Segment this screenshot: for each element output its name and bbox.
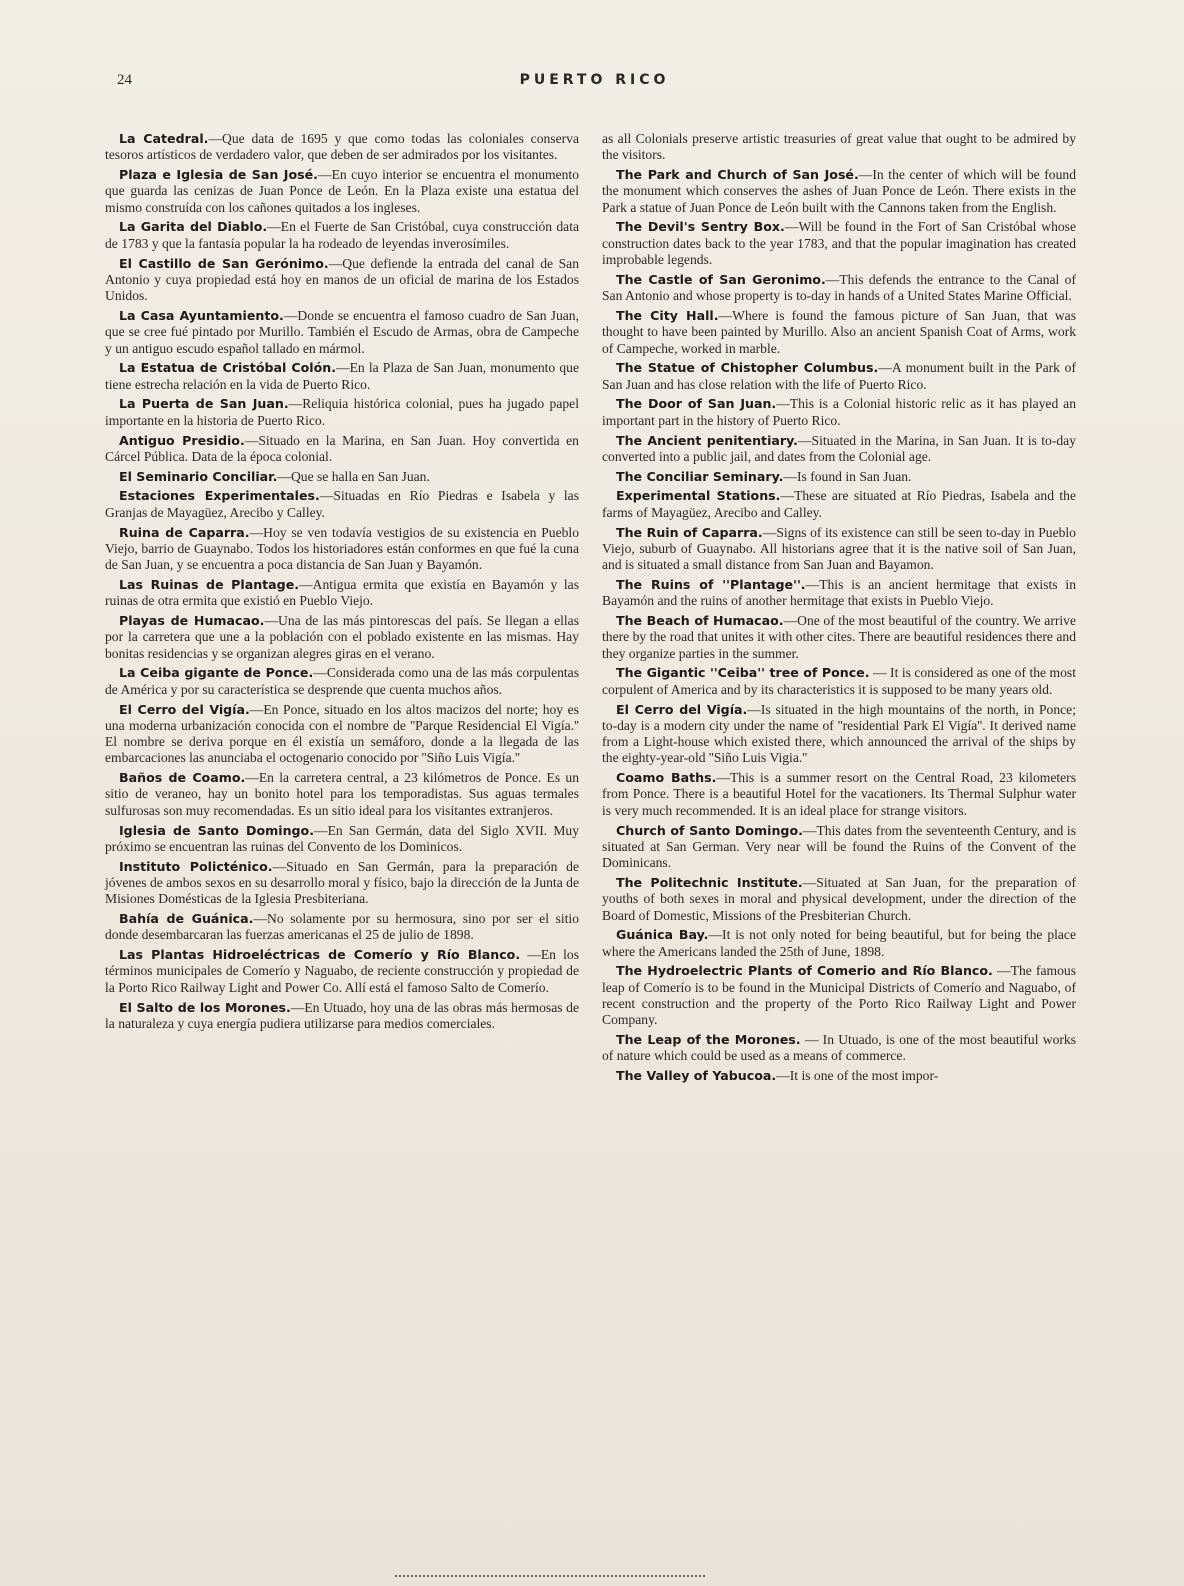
- entry-text: —No solamente por su hermosura, sino por ser el sitio donde desembarcaran las fuerzas americanas el 25 de julio de 1898.: [105, 911, 579, 943]
- entry-term: The Politechnic Institute.: [616, 874, 803, 890]
- entry-term: La Garita del Diablo.: [119, 219, 268, 235]
- entry-term: Las Plantas Hidroeléctricas de Comerío y Río Blanco.: [119, 947, 521, 963]
- entry-term: Experimental Stations.: [616, 488, 781, 504]
- entry-term: Ruina de Caparra.: [119, 524, 250, 540]
- entry: [602, 433, 1076, 466]
- running-title: PUERTO RICO: [519, 72, 670, 88]
- entry-term: Las Ruinas de Plantage.: [119, 576, 300, 592]
- entry: [602, 272, 1076, 305]
- entry: [602, 770, 1076, 819]
- entry: [105, 702, 579, 767]
- entry-term: El Cerro del Vigía.: [119, 701, 250, 717]
- entry: [105, 859, 579, 908]
- entry: [105, 469, 579, 485]
- entry-text: —This is a Colonial historic relic as it has played an important part in the history of Puerto Rico.: [602, 396, 1076, 428]
- entry: [602, 488, 1076, 521]
- entry: [602, 577, 1076, 610]
- entry-text: — In Utuado, is one of the most beautiful works of nature which could be used as a means of commerce.: [602, 1032, 1076, 1064]
- entry: [602, 702, 1076, 767]
- entry: [602, 963, 1076, 1028]
- entry-term: Instituto Policténico.: [119, 858, 273, 874]
- entry-text: —En San Germán, data del Siglo XVII. Muy próximo se encuentran las ruinas del Convento de los Dominicos.: [105, 822, 580, 854]
- entry: [105, 665, 579, 698]
- entry-text: as all Colonials preserve artistic treasuries of great value that ought to be admired by the visitors.: [602, 131, 1076, 163]
- entry-term: The Ruins of ''Plantage''.: [616, 576, 806, 592]
- entry: [602, 219, 1076, 268]
- entry-term: Bahía de Guánica.: [119, 911, 254, 927]
- entry: [105, 167, 579, 216]
- entry-text: —Is situated in the high mountains of the north, in Ponce; to-day is a modern city under the name of ''residential Park El Vigía''. It derived name from a Light-house which existed there, which announced the arrival of the ships by the eighty-year-old ''Siño Luis Vigia.'': [602, 701, 1076, 766]
- entry-term: The Beach of Humacao.: [616, 613, 784, 629]
- entry-text: —Que se halla en San Juan.: [277, 468, 430, 484]
- entry: [105, 308, 579, 357]
- entry: [105, 577, 579, 610]
- entry-term: El Cerro del Vigía.: [616, 701, 748, 717]
- entry-text: —Una de las más pintorescas del país. Se llegan a ellas por la carretera que une a la población con el poblado existente en las mismas. Hay bonitas residencias y se organizan alegres giras en el verano.: [105, 613, 579, 661]
- entry: [105, 911, 579, 944]
- entry-term: Estaciones Experimentales.: [119, 488, 320, 504]
- entry-text: —Situado en la Marina, en San Juan. Hoy convertida en Cárcel Pública. Data de la época colonial.: [105, 432, 579, 464]
- entry-text: —En cuyo interior se encuentra el monumento que guarda las cenizas de Juan Ponce de León. En la Plaza existe una estatua del mismo construída con los cañones quitados a los ingleses.: [105, 167, 579, 215]
- entry-text: —This is an ancient hermitage that exists in Bayamón and the ruins of another hermitage that exists in Pueblo Viejo.: [602, 576, 1076, 609]
- entry-term: Guánica Bay.: [616, 927, 709, 943]
- entry-term: Iglesia de Santo Domingo.: [119, 822, 314, 838]
- entry-text: —Considerada como una de las más corpulentas de América y por su característica se desprende que cuenta muchos años.: [105, 665, 579, 697]
- entry-text: —En el Fuerte de San Cristóbal, cuya construcción data de 1783 y que la fantasía popular la ha rodeado de leyendas inverosímiles.: [105, 219, 580, 251]
- entry: [602, 308, 1076, 357]
- entry-text: —Situadas en Río Piedras e Isabela y las Granjas de Mayagüez, Arecibo y Calley.: [105, 488, 580, 520]
- entry: [105, 1000, 579, 1033]
- page-number: 24: [117, 72, 132, 88]
- entry-term: The Conciliar Seminary.: [616, 468, 784, 484]
- entry-text: —In the center of which will be found the monument which conserves the ashes of Juan Ponce de León. There exists in the Park a statue of Juan Ponce de León built with the Cannons taken from the English.: [602, 167, 1076, 215]
- entry: [602, 1068, 1076, 1084]
- entry: [602, 875, 1076, 924]
- entry-text: —It is not only noted for being beautiful, but for being the place where the Americans landed the 25th of June, 1898.: [602, 927, 1077, 959]
- entry-text: —Is found in San Juan.: [783, 468, 912, 484]
- entry-text: —Donde se encuentra el famoso cuadro de San Juan, que se cree fué pintado por Murillo. También el Escudo de Armas, obra de Campeche y un antiguo escudo español tallado en mármol.: [105, 307, 579, 356]
- entry-term: Baños de Coamo.: [119, 770, 246, 786]
- entry-term: Antiguo Presidio.: [119, 432, 245, 448]
- entry-text: — It is considered as one of the most corpulent of America and by its characteristics it is supposed to be many years old.: [602, 665, 1076, 697]
- entry-text: —En los términos municipales de Comerío y Naguabo, de reciente construcción y propiedad de la Porto Rico Railway Light and Power Co. Allí está el famoso Salto de Comerío.: [105, 947, 580, 995]
- entry: [105, 396, 579, 429]
- entry-term: The Hydroelectric Plants of Comerio and Río Blanco.: [616, 963, 993, 979]
- entry-text: —Signs of its existence can still be seen to-day in Pueblo Viejo, suburb of Guaynabo. All historians agree that it is the native soil of San Juan, and is situated a small distance from San Juan and Bayamon.: [602, 524, 1076, 573]
- entry-term: La Estatua de Cristóbal Colón.: [119, 360, 337, 376]
- entry-text: —Situado en San Germán, para la preparación de jóvenes de ambos sexos en su desarrollo moral y físico, bajo la dirección de la Junta de Misiones Domésticas de la Iglesia Presbiteriana.: [105, 858, 579, 907]
- entry-text: —Que defiende la entrada del canal de San Antonio y cuya propiedad está hoy en manos de un oficial de marina de los Estados Unidos.: [105, 255, 579, 304]
- entry: [602, 525, 1076, 574]
- english-column: [602, 131, 1076, 1481]
- entry: [602, 396, 1076, 429]
- entry: [602, 665, 1076, 698]
- entry-term: La Puerta de San Juan.: [119, 396, 289, 412]
- entry-term: Playas de Humacao.: [119, 613, 265, 629]
- entry-text: —This defends the entrance to the Canal of San Antonio and whose property is to-day in hands of a United States Marine Official.: [602, 271, 1076, 304]
- footer-mark: [395, 1575, 705, 1579]
- entry: [105, 219, 579, 252]
- entry: [602, 469, 1076, 485]
- entry-text: —En Ponce, situado en los altos macizos del norte; hoy es una moderna urbanización conocida con el nombre de ''Parque Residencial El Vigía.'' El nombre se deriva porque en él existía un semáforo, donde a la llegada de las embarcaciones las anunciaba el octogenario conocido por ''Siño Luis Vigía.'': [105, 701, 579, 766]
- entry: [105, 947, 579, 996]
- entry-text: —En Utuado, hoy una de las obras más hermosas de la naturaleza y cuya energía pudiera utilizarse para medios comerciales.: [105, 999, 579, 1031]
- entry-text: —Hoy se ven todavía vestigios de su existencia en Pueblo Viejo, barrio de Guaynabo. Todos los historiadores están conformes en que fué la cuna de San Juan, y se encuentra a poca distancia de San Juan y Bayamón.: [105, 524, 580, 573]
- entry-term: The Valley of Yabucoa.: [616, 1068, 777, 1084]
- entry: [105, 823, 579, 856]
- entry-term: Church of Santo Domingo.: [616, 822, 803, 838]
- entry: [105, 488, 579, 521]
- entry-text: —Situated at San Juan, for the preparation of youths of both sexes in moral and physical development, under the direction of the Board of Domestic, Missions of the Presbiterian Church.: [602, 874, 1076, 923]
- entry-text: —Will be found in the Fort of San Cristóbal whose construction dates back to the year 1783, and that the popular imagination has created improbable legends.: [602, 219, 1076, 268]
- entry-term: The Castle of San Geronimo.: [616, 271, 826, 287]
- entry: [105, 770, 579, 819]
- entry-term: The Park and Church of San José.: [616, 167, 859, 183]
- entry: [602, 613, 1076, 662]
- entry: [105, 131, 579, 164]
- entry: [105, 360, 579, 393]
- entry: [602, 927, 1076, 960]
- entry: [105, 256, 579, 305]
- entry-term: Coamo Baths.: [616, 770, 717, 786]
- entry-term: The City Hall.: [616, 307, 719, 323]
- spanish-column: [105, 131, 579, 1481]
- entry-term: La Catedral.: [119, 131, 209, 146]
- entry-text: —En la carretera central, a 23 kilómetros de Ponce. Es un sitio de veraneo, hay un bonito hotel para los temporadistas. Sus aguas termales sulfurosas son muy recomendadas. Es un sitio ideal para los visitantes extranjeros.: [105, 770, 579, 818]
- entry-text: —One of the most beautiful of the country. We arrive there by the road that unites it with other cites. There are beautiful residences there and they organize parties in the summer.: [602, 613, 1076, 661]
- entry: [602, 823, 1076, 872]
- text-columns: [105, 131, 1076, 1481]
- entry-term: Plaza e Iglesia de San José.: [119, 167, 318, 183]
- entry-term: El Seminario Conciliar.: [119, 468, 278, 484]
- entry: [602, 131, 1076, 164]
- entry-text: —En la Plaza de San Juan, monumento que tiene estrecha relación en la vida de Puerto Rico.: [105, 360, 579, 392]
- entry-text: —It is one of the most impor-: [776, 1068, 939, 1084]
- entry-text: —A monument built in the Park of San Juan and has close relation with the life of Puerto Rico.: [602, 360, 1077, 392]
- entry-term: El Castillo de San Gerónimo.: [119, 255, 329, 271]
- entry-term: The Door of San Juan.: [616, 396, 777, 412]
- entry-text: —The famous leap of Comerío is to be found in the Municipal Districts of Comerío and Naguabo, of recent construction and the property of the Porto Rico Railway Light and Power Company.: [602, 963, 1076, 1028]
- entry-term: La Ceiba gigante de Ponce.: [119, 665, 314, 681]
- entry-text: —These are situated at Río Piedras, Isabela and the farms of Mayagüez, Arecibo and Calley.: [602, 488, 1076, 520]
- entry-text: —Antigua ermita que existía en Bayamón y las ruinas de otra ermita que existió en Pueblo Viejo.: [105, 576, 579, 609]
- entry-term: The Statue of Chistopher Columbus.: [616, 360, 879, 376]
- entry-term: El Salto de los Morones.: [119, 999, 291, 1015]
- entry-term: The Ruin of Caparra.: [616, 524, 763, 540]
- entry: [105, 433, 579, 466]
- entry: [105, 613, 579, 662]
- entry-text: —This is a summer resort on the Central Road, 23 kilometers from Ponce. There is a beautiful Hotel for the vacationers. Its Thermal Sulphur water is very much recommended. It is an ideal place for strange visitors.: [602, 770, 1076, 818]
- entry-term: The Ancient penitentiary.: [616, 432, 798, 448]
- entry: [602, 167, 1076, 216]
- entry-text: —Reliquia histórica colonial, pues ha jugado papel importante en la historia de Puerto Rico.: [105, 396, 579, 428]
- entry-term: The Leap of the Morones.: [616, 1032, 801, 1048]
- entry-text: —Que data de 1695 y que como todas las coloniales conserva tesoros artísticos de verdadero valor, que deben de ser admirados por los visitantes.: [105, 131, 579, 163]
- entry-term: The Devil's Sentry Box.: [616, 219, 785, 235]
- entry-text: —This dates from the seventeenth Century, and is situated at San German. Very near will be found the Ruins of the Convent of the Dominicans.: [602, 822, 1076, 871]
- page-header: [117, 70, 1072, 96]
- entry: [105, 525, 579, 574]
- entry-term: The Gigantic ''Ceiba'' tree of Ponce.: [616, 665, 870, 681]
- entry: [602, 1032, 1076, 1065]
- entry-term: La Casa Ayuntamiento.: [119, 307, 284, 323]
- entry: [602, 360, 1076, 393]
- entry-text: —Situated in the Marina, in San Juan. It is to-day converted into a public jail, and dates from the Colonial age.: [602, 432, 1077, 464]
- entry-text: —Where is found the famous picture of San Juan, that was thought to have been painted by Murillo. Also an ancient Spanish Coat of Arms, work of Campeche, worked in marble.: [602, 307, 1076, 356]
